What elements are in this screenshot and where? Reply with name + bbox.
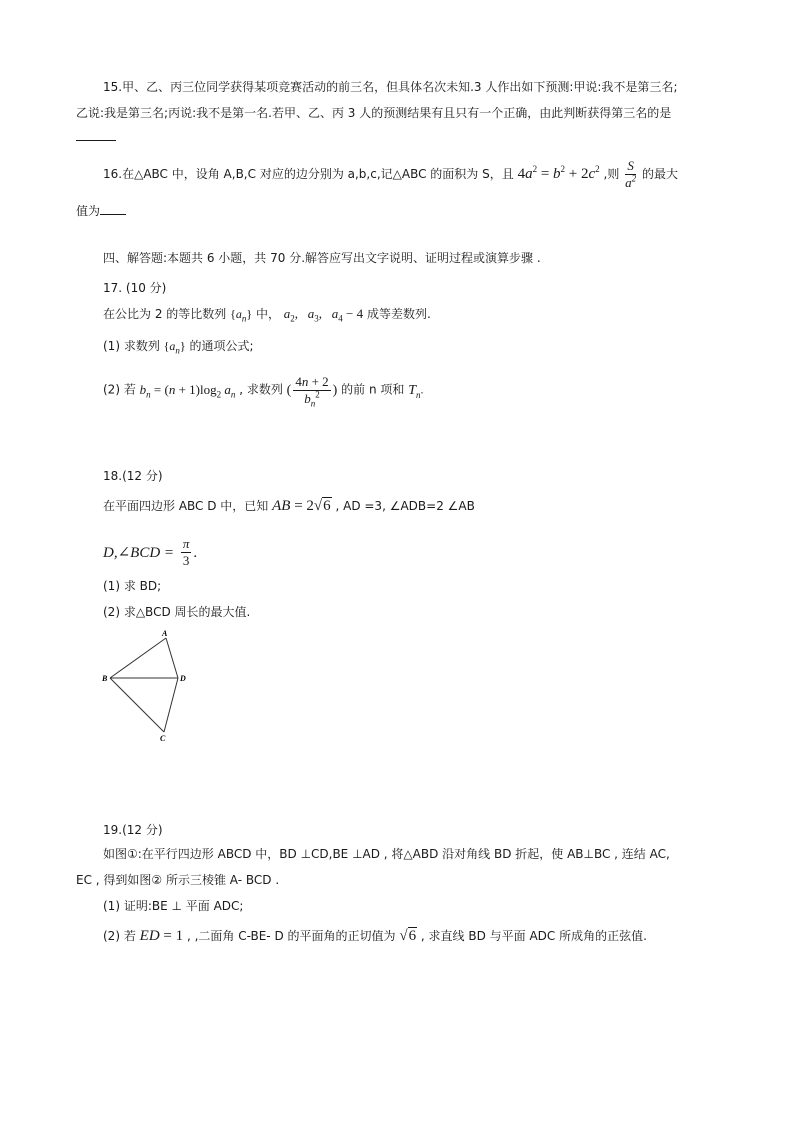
- q17-stem: [103, 306, 431, 322]
- q19-part2-c: , 求直线 BD 与平面 ADC 所成角的正弦值.: [420, 929, 647, 943]
- q15-line1: 15.甲、乙、丙三位同学获得某项竞赛活动的前三名，但具体名次未知.3 人作出如下预测:甲说:我不是第三名;: [103, 80, 678, 94]
- q16-part1: 16.在△ABC 中，设角 A,B,C 对应的边分别为 a,b,c,记△ABC 的面积为 S，且: [103, 167, 514, 181]
- q16-line2-text: 值为: [76, 204, 101, 218]
- q19-ed-eq: ED = 1: [139, 928, 184, 944]
- q17-part2-b: , 求数列: [239, 382, 283, 397]
- q18-stem-line2: D,∠BCD = $\frac{\pi}{3}$ .: [103, 536, 198, 568]
- q18-stem-a: 在平面四边形 ABC D 中，已知: [103, 499, 269, 513]
- q16-line1: [103, 158, 678, 191]
- q19-header: 19.(12 分): [103, 823, 163, 837]
- q19-part2: [103, 928, 647, 944]
- q19-part2-a: (2) 若: [103, 929, 136, 943]
- label-a: A: [162, 629, 168, 638]
- q17-part2-a: (2) 若: [103, 382, 136, 397]
- q16-answer-blank[interactable]: [100, 202, 126, 215]
- q18-ab-eq: AB = 2√6: [272, 498, 331, 514]
- q17-seq-an-2: $\{a_n\}$: [163, 339, 186, 356]
- edge-ad: [166, 638, 178, 678]
- q15-answer-blank[interactable]: [76, 128, 116, 145]
- q18-figure: [98, 628, 194, 744]
- q16-eq: $4a^2 = b^2 + 2c^2$: [517, 164, 600, 182]
- q17-part2-c: 的前 n 项和: [341, 382, 405, 397]
- q19-part2-b: , ,二面角 C-BE- D 的平面角的正切值为: [186, 929, 396, 943]
- q18-stem-line2-text: D,∠BCD =: [103, 545, 175, 561]
- q17-part1: [103, 338, 254, 354]
- q19-stem2: EC , 得到如图② 所示三棱锥 A- BCD .: [76, 873, 280, 887]
- label-b: B: [102, 674, 108, 683]
- q17-seq-an: $\{a_n\}$: [230, 307, 253, 324]
- q17-part2: (2) 若 $b_n = (n + 1)\log_2$ $a_n$ , 求数列 ( $\frac{4n + 2}{b_n^2}$ ) 的前 n 项和 $T_n$.: [103, 374, 424, 409]
- q18-header: 18.(12 分): [103, 469, 163, 483]
- q18-stem-b: , AD =3, ∠ADB=2 ∠AB: [335, 499, 475, 513]
- q18-part1: (1) 求 BD;: [103, 579, 162, 593]
- q19-sqrt6: √6: [399, 928, 417, 944]
- q15-line2: 乙说:我是第三名;丙说:我不是第一名.若甲、乙、丙 3 人的预测结果有且只有一个正确，由此判断获得第三名的是: [76, 106, 672, 120]
- q17-stem-c: 成等差数列.: [366, 307, 431, 321]
- q17-terms: $a_2$, $a_3$, $a_4 - 4$: [283, 306, 364, 324]
- q19-stem1: 如图①:在平行四边形 ABCD 中，BD ⊥CD,BE ⊥AD , 将△ABD 沿对角线 BD 折起，使 AB⊥BC , 连结 AC,: [103, 847, 670, 861]
- edge-bc: [110, 678, 164, 732]
- q16-part2: ,则: [603, 167, 620, 181]
- section4-heading: 四、解答题:本题共 6 小题，共 70 分.解答应写出文字说明、证明过程或演算步骤 .: [103, 251, 541, 265]
- q17-seq-frac: ( $\frac{4n + 2}{b_n^2}$ ): [286, 374, 338, 409]
- q17-stem-b: 中，: [255, 307, 280, 321]
- q18-stem: [103, 498, 475, 514]
- q19-part1: (1) 证明:BE ⊥ 平面 ADC;: [103, 899, 244, 913]
- q17-tn: $T_n$: [408, 382, 421, 400]
- q18-part2: (2) 求△BCD 周长的最大值.: [103, 605, 251, 619]
- label-c: C: [160, 734, 166, 743]
- q17-part1-b: 的通项公式;: [189, 339, 254, 353]
- q17-header: 17. (10 分): [103, 281, 167, 295]
- q17-bn-def: $b_n = (n + 1)\log_2$ $a_n$: [139, 381, 236, 400]
- q16-ratio: $\frac{S}{a^2}$: [625, 158, 637, 190]
- q18-pi-over-3: $\frac{\pi}{3}$: [182, 536, 190, 568]
- q16-line2: [76, 202, 126, 219]
- q16-part3: 的最大: [641, 167, 678, 181]
- edge-dc: [164, 678, 178, 732]
- q17-part1-a: (1) 求数列: [103, 339, 160, 353]
- q17-stem-a: 在公比为 2 的等比数列: [103, 307, 227, 321]
- edge-ba: [110, 638, 166, 678]
- label-d: D: [180, 674, 186, 683]
